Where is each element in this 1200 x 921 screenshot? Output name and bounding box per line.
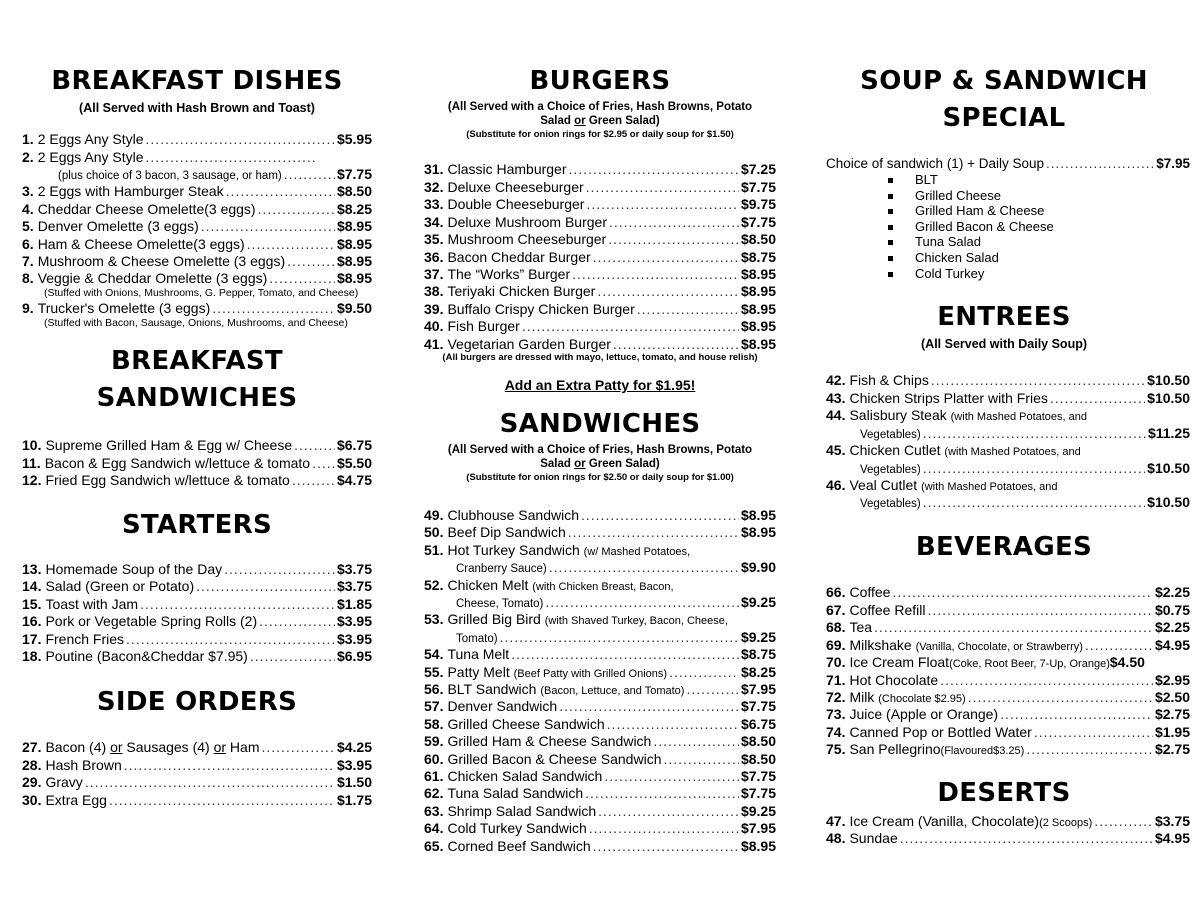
menu-item: 60. Grilled Bacon & Cheese Sandwich ..... $8.50 (424, 751, 776, 768)
menu-item: 7. Mushroom & Cheese Omelette (3 eggs) ..... $8.95 (22, 253, 372, 270)
item-description: (Stuffed with Onions, Mushrooms, G. Pepper, Tomato, and Cheese) (44, 287, 359, 299)
menu-item: 15. Toast with Jam ..... $1.85 (22, 596, 372, 613)
menu-item: 2. 2 Eggs Any Style ..... (22, 149, 372, 166)
menu-item: 55. Patty Melt (Beef Patty with Grilled Onions) ..... $8.25 (424, 664, 776, 681)
menu-item-continuation: Cheese, Tomato) ..... $9.25 (424, 594, 776, 611)
list-item: Grilled Cheese (888, 188, 1001, 204)
starters-heading: STARTERS (121, 510, 273, 540)
menu-item: 64. Cold Turkey Sandwich ..... $7.95 (424, 820, 776, 837)
menu-item: 5. Denver Omelette (3 eggs) ..... $8.95 (22, 218, 372, 235)
breakfast-dishes-heading: BREAKFAST DISHES (51, 66, 343, 96)
menu-item: 48. Sundae ..... $4.95 (826, 830, 1190, 847)
menu-item: 37. The “Works” Burger ..... $8.95 (424, 266, 776, 283)
menu-item: 18. Poutine (Bacon&Cheddar $7.95) ..... $6.95 (22, 648, 372, 665)
menu-item: 46. Veal Cutlet (with Mashed Potatoes, and (826, 477, 1058, 493)
menu-item: 39. Buffalo Crispy Chicken Burger ..... $8.95 (424, 301, 776, 318)
bullet-icon (888, 178, 893, 183)
menu-item: 43. Chicken Strips Platter with Fries ..... $10.50 (826, 390, 1190, 407)
menu-item-continuation: Tomato) ..... $9.25 (424, 629, 776, 646)
extra-patty-note: Add an Extra Patty for $1.95! (504, 377, 696, 393)
soup-sandwich-heading: SOUP & SANDWICH (860, 66, 1148, 96)
sandwiches-substitute-note: (Substitute for onion rings for $2.50 or daily soup for $1.00) (466, 472, 734, 483)
menu-item: 31. Classic Hamburger ..... $7.25 (424, 161, 776, 178)
menu-item: 40. Fish Burger ..... $8.95 (424, 318, 776, 335)
burgers-subtitle-line2: Salad or Green Salad) (540, 115, 660, 127)
menu-item: 34. Deluxe Mushroom Burger ..... $7.75 (424, 214, 776, 231)
menu-item: 65. Corned Beef Sandwich ..... $8.95 (424, 838, 776, 855)
menu-item: 47. Ice Cream (Vanilla, Chocolate)(2 Scoops) ..... $3.75 (826, 813, 1190, 830)
menu-item: 56. BLT Sandwich (Bacon, Lettuce, and Tomato) ..... $7.95 (424, 681, 776, 698)
menu-item: 38. Teriyaki Chicken Burger ..... $8.95 (424, 283, 776, 300)
menu-item: 30. Extra Egg ..... $1.75 (22, 792, 372, 809)
bullet-icon (888, 209, 893, 214)
menu-item-continuation: Vegetables) ..... $10.50 (826, 494, 1190, 511)
menu-item: 10. Supreme Grilled Ham & Egg w/ Cheese ..... $6.75 (22, 437, 372, 454)
menu-item: 9. Trucker's Omelette (3 eggs) ..... $9.50 (22, 300, 372, 317)
menu-item: 4. Cheddar Cheese Omelette(3 eggs) ..... $8.25 (22, 201, 372, 218)
menu-item: 67. Coffee Refill ..... $0.75 (826, 602, 1190, 619)
breakfast-subtitle: (All Served with Hash Brown and Toast) (79, 101, 315, 115)
soup-sandwich-heading-line2: SPECIAL (942, 103, 1066, 133)
menu-item: 6. Ham & Cheese Omelette(3 eggs) ..... $8.95 (22, 236, 372, 253)
menu-item: 3. 2 Eggs with Hamburger Steak ..... $8.50 (22, 183, 372, 200)
entrees-heading: ENTREES (937, 302, 1071, 332)
list-item: Tuna Salad (888, 234, 981, 250)
list-item: Chicken Salad (888, 250, 999, 266)
menu-item: 44. Salisbury Steak (with Mashed Potatoes, and (826, 407, 1087, 423)
menu-item: 32. Deluxe Cheeseburger ..... $7.75 (424, 179, 776, 196)
menu-item: 14. Salad (Green or Potato) ..... $3.75 (22, 578, 372, 595)
menu-item: 42. Fish & Chips ..... $10.50 (826, 372, 1190, 389)
menu-item: 33. Double Cheeseburger ..... $9.75 (424, 196, 776, 213)
menu-item-continuation: Vegetables) ..... $10.50 (826, 460, 1190, 477)
list-item: Grilled Ham & Cheese (888, 203, 1044, 219)
bullet-icon (888, 194, 893, 199)
menu-item: 49. Clubhouse Sandwich ..... $8.95 (424, 507, 776, 524)
burgers-subtitle: (All Served with a Choice of Fries, Hash Browns, Potato (447, 101, 753, 113)
sandwiches-subtitle: (All Served with a Choice of Fries, Hash Browns, Potato (447, 444, 753, 456)
menu-item: 27. Bacon (4) or Sausages (4) or Ham ..... $4.25 (22, 739, 372, 756)
menu-item: 16. Pork or Vegetable Spring Rolls (2) ..... $3.95 (22, 613, 372, 630)
menu-item: 28. Hash Brown ..... $3.95 (22, 757, 372, 774)
menu-item: 50. Beef Dip Sandwich ..... $8.95 (424, 524, 776, 541)
side-orders-heading: SIDE ORDERS (96, 687, 298, 717)
menu-item: 41. Vegetarian Garden Burger ..... $8.95 (424, 336, 776, 353)
entrees-subtitle: (All Served with Daily Soup) (921, 337, 1087, 351)
menu-item: 35. Mushroom Cheeseburger ..... $8.50 (424, 231, 776, 248)
item-description: (Stuffed with Bacon, Sausage, Onions, Mushrooms, and Cheese) (44, 317, 348, 329)
menu-item: 63. Shrimp Salad Sandwich ..... $9.25 (424, 803, 776, 820)
menu-item: 17. French Fries ..... $3.95 (22, 631, 372, 648)
bullet-icon (888, 240, 893, 245)
menu-item: 1. 2 Eggs Any Style ..... $5.95 (22, 131, 372, 148)
menu-item: 12. Fried Egg Sandwich w/lettuce & tomato ..... $4.75 (22, 472, 372, 489)
menu-item: 11. Bacon & Egg Sandwich w/lettuce & tomato ..... $5.50 (22, 455, 372, 472)
menu-item: 58. Grilled Cheese Sandwich ..... $6.75 (424, 716, 776, 733)
bullet-icon (888, 225, 893, 230)
menu-item: 62. Tuna Salad Sandwich ..... $7.75 (424, 785, 776, 802)
bullet-icon (888, 272, 893, 277)
menu-item: 8. Veggie & Cheddar Omelette (3 eggs) ..... $8.95 (22, 270, 372, 287)
menu-item-continuation: Vegetables) ..... $11.25 (826, 425, 1190, 442)
menu-item: 72. Milk (Chocolate $2.95) ..... $2.50 (826, 689, 1190, 706)
menu-item: 53. Grilled Big Bird (with Shaved Turkey, Bacon, Cheese, (424, 611, 728, 627)
menu-item: 74. Canned Pop or Bottled Water ..... $1.95 (826, 724, 1190, 741)
burgers-heading: BURGERS (529, 66, 671, 96)
menu-item: Choice of sandwich (1) + Daily Soup ..... $7.95 (826, 155, 1190, 172)
menu-item: 70. Ice Cream Float(Coke, Root Beer, 7-Up, Orange) $4.50 (826, 654, 1145, 670)
list-item: Grilled Bacon & Cheese (888, 219, 1054, 235)
breakfast-sandwiches-heading: BREAKFAST (111, 346, 283, 376)
menu-item-continuation: (plus choice of 3 bacon, 3 sausage, or ham) ..... $7.75 (22, 166, 372, 183)
bullet-icon (888, 256, 893, 261)
menu-item: 45. Chicken Cutlet (with Mashed Potatoes, and (826, 442, 1081, 458)
menu-item: 59. Grilled Ham & Cheese Sandwich ..... $8.50 (424, 733, 776, 750)
menu-item: 75. San Pellegrino(Flavoured$3.25) ..... $2.75 (826, 741, 1190, 758)
sandwiches-subtitle-line2: Salad or Green Salad) (540, 458, 660, 470)
burgers-substitute-note: (Substitute for onion rings for $2.95 or daily soup for $1.50) (466, 129, 734, 140)
list-item: Cold Turkey (888, 266, 984, 282)
menu-item: 51. Hot Turkey Sandwich (w/ Mashed Potatoes, (424, 542, 691, 558)
burgers-footnote: (All burgers are dressed with mayo, lettuce, tomato, and house relish) (442, 352, 758, 363)
deserts-heading: DESERTS (937, 778, 1071, 808)
menu-item: 29. Gravy ..... $1.50 (22, 774, 372, 791)
menu-item: 71. Hot Chocolate ..... $2.95 (826, 672, 1190, 689)
beverages-heading: BEVERAGES (915, 532, 1093, 562)
menu-item-continuation: Cranberry Sauce) ..... $9.90 (424, 559, 776, 576)
menu-item: 57. Denver Sandwich ..... $7.75 (424, 698, 776, 715)
menu-item: 73. Juice (Apple or Orange) ..... $2.75 (826, 706, 1190, 723)
list-item: BLT (888, 172, 938, 188)
sandwiches-heading: SANDWICHES (499, 409, 701, 439)
menu-item: 66. Coffee ..... $2.25 (826, 584, 1190, 601)
menu-item: 68. Tea ..... $2.25 (826, 619, 1190, 636)
menu-item: 54. Tuna Melt ..... $8.75 (424, 646, 776, 663)
menu-item: 36. Bacon Cheddar Burger ..... $8.75 (424, 249, 776, 266)
menu-item: 61. Chicken Salad Sandwich ..... $7.75 (424, 768, 776, 785)
menu-item: 52. Chicken Melt (with Chicken Breast, Bacon, (424, 577, 674, 593)
menu-item: 69. Milkshake (Vanilla, Chocolate, or Strawberry) ..... $4.95 (826, 637, 1190, 654)
breakfast-sandwiches-heading-line2: SANDWICHES (96, 383, 298, 413)
menu-item: 13. Homemade Soup of the Day ..... $3.75 (22, 561, 372, 578)
